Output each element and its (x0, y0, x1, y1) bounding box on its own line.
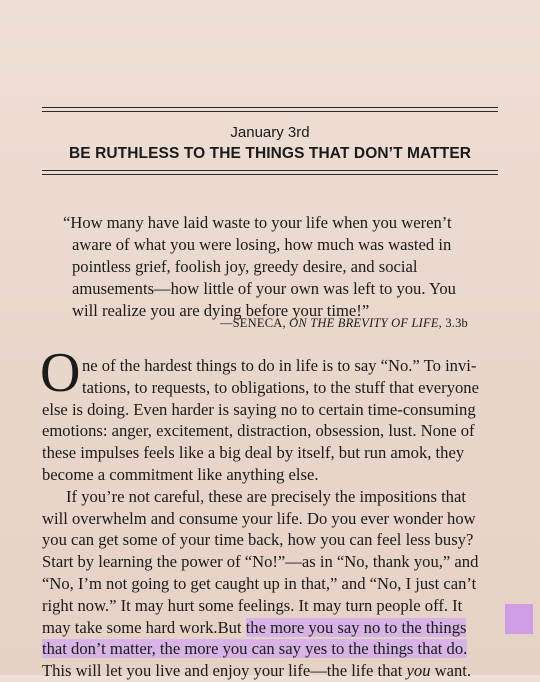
header-rule-top-thin (42, 111, 498, 112)
body-line: will overwhelm and consume your life. Do you ever wonder how (42, 508, 476, 528)
body-line: right now.” It may hurt some feelings. It may turn people off. It (42, 595, 463, 615)
quote-line: will realize you are dying before your time!” (72, 301, 370, 320)
body-text-plain: may take some hard work.But (42, 617, 246, 637)
body-line (42, 617, 498, 639)
quote-line: amusements—how little of your own was left to you. You (72, 279, 456, 298)
body-text (42, 355, 498, 682)
body-text-plain: want. (430, 661, 472, 681)
quote-line: aware of what you were losing, how much was wasted in (72, 235, 452, 254)
drop-cap: O (40, 342, 81, 404)
quote-attribution (220, 316, 468, 331)
body-line: you can get some of your time back, how you can feel less busy? (42, 530, 474, 550)
highlight-color-swatch[interactable] (505, 604, 533, 634)
header-rule-bottom (42, 174, 498, 175)
header-rule-bottom-thin (42, 170, 498, 171)
body-line: If you’re not careful, these are precisely the impositions that (66, 486, 466, 506)
highlighted-text: that don’t matter, the more you can say yes to the things that do. (42, 639, 468, 659)
body-line: tations, to requests, to obligations, to the stuff that everyone (82, 377, 479, 397)
attribution-work: ON THE BREVITY OF LIFE (289, 316, 439, 330)
body-line: these impulses feels like a big deal by itself, but run amok, they (42, 443, 465, 463)
body-text-plain: This will let you live and enjoy your life—the life that (42, 661, 407, 681)
attribution-ref: , 3.3b (438, 316, 468, 330)
quote-line: “How many have laid waste to your life when you weren’t (63, 213, 452, 232)
entry-title: BE RUTHLESS TO THE THINGS THAT DON’T MATTER (68, 145, 472, 162)
quote-line: pointless grief, foolish joy, greedy desire, and social (72, 257, 418, 276)
body-line (42, 638, 498, 660)
body-line: Start by learning the power of “No!”—as in “No, thank you,” and (42, 552, 479, 572)
entry-date: January 3rd (230, 124, 310, 141)
emphasis-text: you (406, 661, 431, 681)
body-line: ne of the hardest things to do in life is to say “No.” To invi- (82, 356, 477, 375)
highlighted-text: the more you say no to the things (245, 617, 467, 637)
body-line: “No, I’m not going to get caught up in that,” and “No, I just can’t (42, 573, 477, 593)
header-rule-top (42, 107, 498, 108)
body-line: emotions: anger, excitement, distraction, obsession, lust. None of (42, 421, 475, 441)
attribution-author: —SENECA, (219, 316, 290, 330)
body-line (42, 660, 498, 682)
body-line: become a commitment like anything else. (42, 464, 319, 484)
epigraph-quote (63, 212, 483, 322)
body-line: else is doing. Even harder is saying no to certain time-consuming (42, 399, 476, 419)
